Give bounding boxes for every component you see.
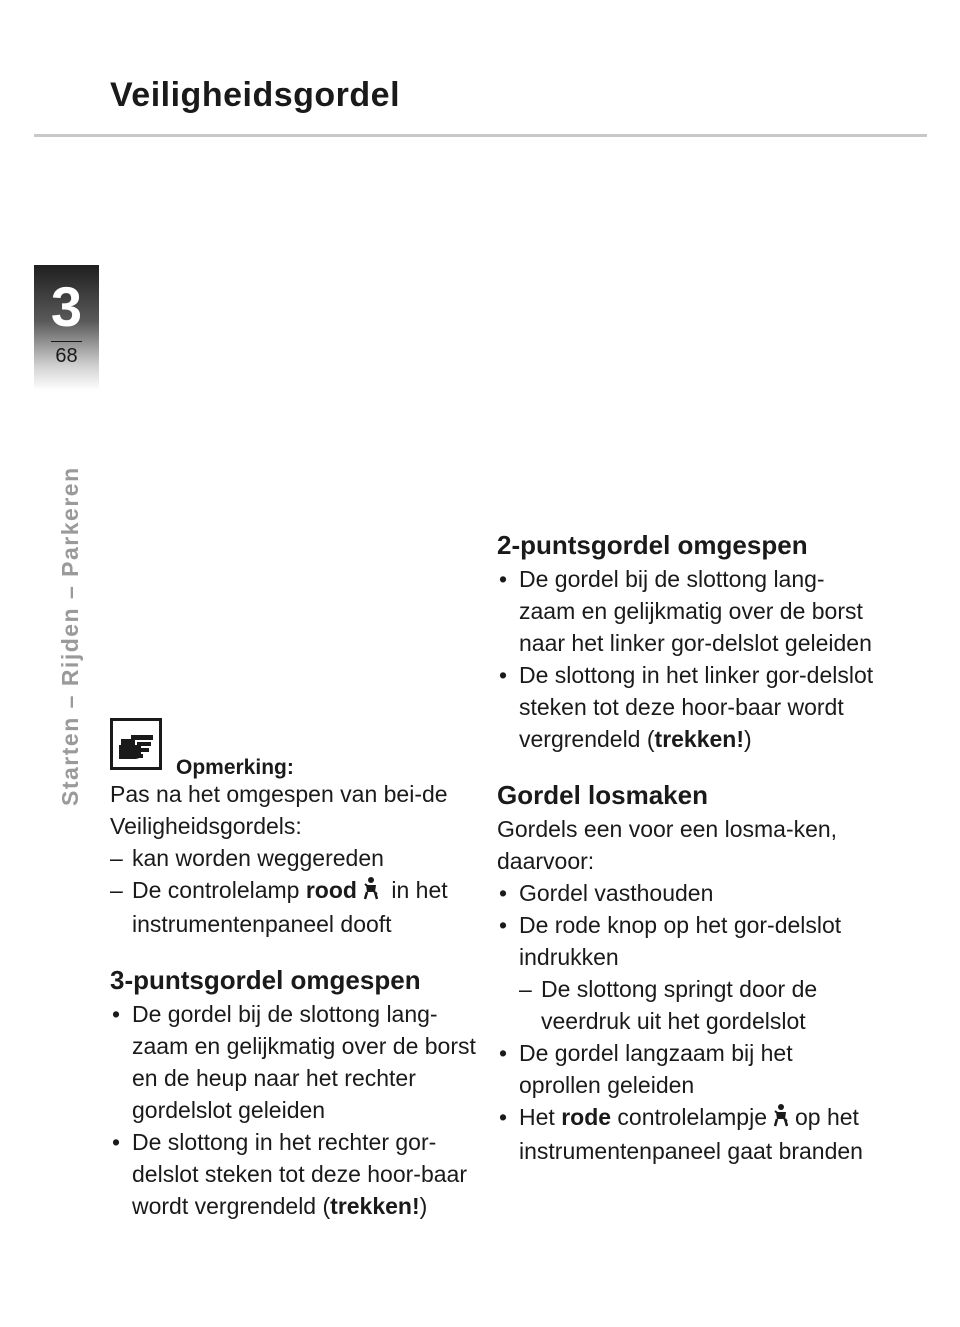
note-item-lamp: [110, 874, 480, 940]
section-heading-2point: 2-puntsgordel omgespen: [497, 530, 808, 560]
note-item-text: De controlelamp: [132, 877, 306, 903]
list-item-bold: trekken!: [330, 1192, 420, 1219]
list-item: • Gordel vasthouden: [497, 877, 877, 909]
note-intro: Pas na het omgespen van bei-de Veiligheidsgordels:: [110, 781, 448, 839]
note-hand-icon: [110, 718, 162, 770]
list-item: • De gordel bij de slottong lang-zaam en gelijkmatig over de borst en de heup naar het rechter gordelslot geleiden: [110, 998, 480, 1126]
note-label: Opmerking:: [176, 756, 294, 779]
list-item-text: Het: [519, 1104, 562, 1130]
section-heading-3point: 3-puntsgordel omgespen: [110, 964, 421, 995]
list-item-after: ): [744, 726, 752, 752]
release-intro: Gordels een voor een losma-ken, daarvoor:: [497, 816, 838, 874]
list-item: • De rode knop op het gor-delslot indrukken: [497, 909, 877, 973]
list-item-bold: trekken!: [654, 726, 745, 752]
list-item-text: De slottong in het rechter gor-delslot steken tot deze hoor-baar wordt vergrendeld (: [132, 1128, 467, 1219]
seatbelt-icon: [771, 1103, 791, 1135]
page-number: 68: [55, 345, 78, 367]
list-item-text: controlelampje: [611, 1104, 767, 1130]
seatbelt-icon: [361, 876, 381, 908]
section-heading-release: Gordel losmaken: [497, 780, 708, 810]
note-item-bold: rood: [305, 877, 357, 903]
right-column: [497, 527, 877, 1167]
list-item-text: op het instrumentenpaneel gaat branden: [519, 1104, 863, 1164]
list-item-lamp: [497, 1101, 877, 1167]
chapter-tab: [34, 265, 99, 390]
list-item: [110, 1126, 480, 1222]
list-item: • De gordel bij de slottong lang-zaam en gelijkmatig over de borst naar het linker gor-delslot geleiden: [497, 563, 877, 659]
note-item-after: in het instrumentenpaneel dooft: [132, 877, 448, 937]
list-item: • De gordel langzaam bij het oprollen geleiden: [497, 1037, 877, 1101]
note-item: – kan worden weggereden: [110, 842, 480, 874]
page-title: Veiligheidsgordel: [110, 76, 401, 114]
sub-list-item: – De slottong springt door de veerdruk uit het gordelslot: [497, 973, 877, 1037]
chapter-side-label: Starten – Rijden – Parkeren: [57, 466, 83, 806]
chapter-divider: [51, 341, 82, 342]
list-item-after: ): [419, 1192, 428, 1219]
note-header: [110, 718, 480, 778]
left-column: [110, 718, 480, 1222]
list-item-text: De slottong in het linker gor-delslot steken tot deze hoor-baar wordt vergrendeld (: [519, 662, 874, 752]
title-divider: [34, 134, 927, 137]
list-item-bold: rode: [561, 1104, 612, 1130]
chapter-number: 3: [50, 275, 83, 338]
list-item: [497, 659, 877, 755]
